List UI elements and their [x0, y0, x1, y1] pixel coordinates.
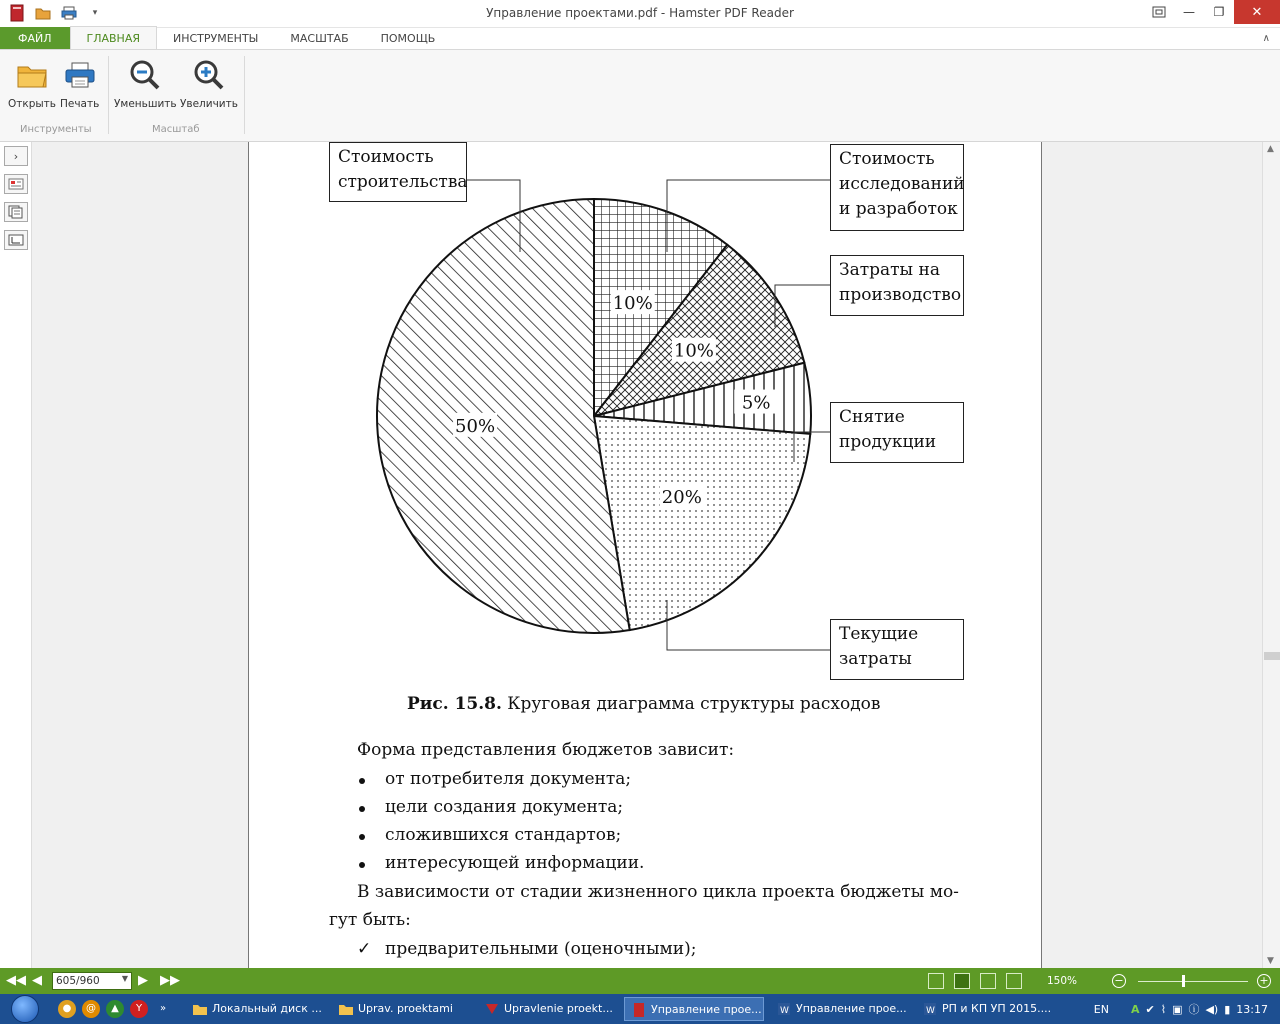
taskbar-item-label: Uprav. proektami	[358, 1002, 453, 1015]
window-title: Управление проектами.pdf - Hamster PDF Reader	[486, 6, 794, 20]
bullet-marker	[359, 806, 365, 812]
bookmarks-icon[interactable]	[4, 230, 28, 250]
caption-prefix: Рис. 15.8.	[407, 694, 502, 714]
tab-home[interactable]: ГЛАВНАЯ	[70, 26, 158, 49]
zoom-out-icon	[128, 58, 162, 92]
taskbar-item-label: Управление прое...	[651, 1003, 762, 1016]
label-construction: Стоимость строительства	[329, 142, 467, 202]
fullscreen-icon[interactable]	[1144, 0, 1174, 24]
taskbar-item-label: Upravlenie proekt...	[504, 1002, 613, 1015]
scroll-up-icon[interactable]: ▲	[1267, 144, 1274, 154]
pie-data-label: 10%	[612, 293, 653, 315]
chevron-down-icon[interactable]: ▼	[121, 974, 128, 983]
chrome-icon[interactable]: ●	[58, 1000, 76, 1018]
single-page-view-icon[interactable]	[928, 973, 944, 989]
tab-scale[interactable]: МАСШТАБ	[290, 31, 349, 45]
paragraph-line: гут быть:	[329, 910, 411, 930]
intro-text: Форма представления бюджетов зависит:	[357, 740, 735, 760]
zoom-in-label: Увеличить	[180, 98, 238, 110]
bullet-item: от потребителя документа;	[385, 769, 632, 789]
zoom-level[interactable]: 150%	[1047, 975, 1078, 987]
zoom-in-button[interactable]	[180, 58, 238, 110]
open-button[interactable]	[8, 58, 56, 110]
label-rnd: Стоимость исследований и разработок	[830, 144, 964, 231]
status-bar	[0, 968, 1280, 994]
window-controls	[1144, 0, 1280, 26]
bullet-marker	[359, 862, 365, 868]
page-number-field[interactable]	[52, 972, 132, 990]
collapse-ribbon-icon[interactable]: ∧	[1262, 33, 1270, 44]
close-button[interactable]: ✕	[1234, 0, 1280, 24]
flag-icon[interactable]: ▣	[1172, 1002, 1183, 1016]
caption-text: Круговая диаграмма структуры расходов	[501, 694, 881, 714]
word-icon	[922, 1001, 938, 1017]
quick-launch	[58, 1000, 172, 1018]
label-decommission: Снятие продукции	[830, 402, 964, 463]
network-icon[interactable]: ⌇	[1160, 1002, 1167, 1016]
customize-qat-icon[interactable]: ▾	[92, 8, 98, 18]
group-label-scale: Масштаб	[152, 124, 200, 135]
app-launcher-icon[interactable]: ▲	[106, 1000, 124, 1018]
group-separator	[108, 56, 109, 134]
side-panel	[0, 142, 32, 968]
folder-icon	[338, 1001, 354, 1017]
antivirus-icon[interactable]: A	[1130, 1002, 1140, 1016]
tab-file[interactable]: ФАЙЛ	[0, 27, 70, 49]
zoom-slider-knob[interactable]	[1182, 975, 1185, 987]
taskbar-item-active[interactable]	[624, 997, 764, 1021]
tab-help[interactable]: ПОМОЩЬ	[380, 31, 436, 45]
taskbar-item[interactable]	[916, 997, 1056, 1021]
pdf-page	[248, 142, 1042, 968]
maximize-button[interactable]: ❐	[1213, 5, 1225, 19]
pdf-icon	[484, 1001, 500, 1017]
taskbar-item[interactable]	[332, 997, 472, 1021]
figure-caption	[407, 694, 880, 714]
pie-data-label: 10%	[673, 340, 714, 362]
taskbar-item[interactable]	[770, 997, 910, 1021]
check-mark-icon: ✓	[357, 939, 372, 959]
ribbon	[0, 50, 1280, 142]
zoom-in-icon	[192, 58, 226, 92]
group-separator	[244, 56, 245, 134]
info-icon[interactable]: ⓘ	[1188, 1003, 1200, 1016]
svg-text:W: W	[926, 1006, 935, 1016]
label-production: Затраты на производство	[830, 255, 964, 316]
pie-slice	[594, 416, 810, 630]
system-tray	[1094, 994, 1280, 1024]
taskbar-item-label: Управление прое...	[796, 1002, 907, 1015]
expand-panel-icon[interactable]: ›	[4, 146, 28, 166]
view-mode-group	[928, 973, 1022, 989]
folder-icon	[15, 58, 49, 92]
taskbar-item-label: Локальный диск ...	[212, 1002, 322, 1015]
zoom-in-small-icon[interactable]: +	[1257, 974, 1271, 988]
bullet-item: сложившихся стандартов;	[385, 825, 622, 845]
pie-slice	[377, 199, 630, 633]
last-page-icon[interactable]: ▶▶	[160, 973, 180, 988]
next-page-icon[interactable]: ▶	[138, 973, 148, 988]
taskbar-item[interactable]	[478, 997, 618, 1021]
print-button[interactable]	[60, 58, 99, 110]
vertical-scrollbar[interactable]	[1262, 142, 1280, 968]
tab-tools[interactable]: ИНСТРУМЕНТЫ	[173, 31, 259, 45]
bullet-marker	[359, 834, 365, 840]
start-button[interactable]	[8, 994, 42, 1024]
prev-page-icon[interactable]: ◀	[32, 973, 42, 988]
title-bar	[0, 0, 1280, 28]
label-current: Текущие затраты	[830, 619, 964, 680]
folder-icon	[192, 1001, 208, 1017]
zoom-out-label: Уменьшить	[114, 98, 177, 110]
scroll-down-icon[interactable]: ▼	[1267, 956, 1274, 966]
zoom-out-button[interactable]	[114, 58, 177, 110]
two-page-view-icon[interactable]	[980, 973, 996, 989]
svg-text:W: W	[780, 1006, 789, 1016]
taskbar	[0, 994, 1280, 1024]
language-indicator[interactable]: EN	[1093, 1002, 1109, 1016]
yandex-browser-icon[interactable]: Y	[130, 1000, 148, 1018]
bullet-item: интересующей информации.	[385, 853, 645, 873]
minimize-button[interactable]: —	[1183, 5, 1195, 19]
volume-icon[interactable]: ◀)	[1205, 1002, 1219, 1016]
zoom-out-small-icon[interactable]: −	[1112, 974, 1126, 988]
check-item: предварительными (оценочными);	[385, 939, 697, 959]
taskbar-item-label: РП и КП УП 2015....	[942, 1002, 1052, 1015]
hamster-pdf-icon	[631, 1002, 647, 1018]
printer-icon	[63, 58, 97, 92]
mail-icon[interactable]: @	[82, 1000, 100, 1018]
thumbnails-icon[interactable]	[4, 174, 28, 194]
word-icon	[776, 1001, 792, 1017]
document-viewport[interactable]	[32, 142, 1262, 968]
windows-icon	[11, 995, 39, 1023]
more-chevron-icon[interactable]: »	[159, 1003, 167, 1014]
bullet-marker	[359, 778, 365, 784]
two-page-continuous-view-icon[interactable]	[1006, 973, 1022, 989]
power-icon[interactable]: ▮	[1224, 1002, 1231, 1016]
taskbar-item[interactable]	[186, 997, 326, 1021]
print-label: Печать	[60, 98, 100, 110]
pie-data-label: 50%	[455, 415, 496, 437]
open-label: Открыть	[8, 98, 56, 110]
page-number-value: 605/960	[56, 975, 100, 987]
pie-data-label: 20%	[661, 486, 702, 508]
ribbon-tabs	[0, 28, 1280, 50]
pie-data-label: 5%	[741, 392, 771, 414]
scrollbar-thumb[interactable]	[1264, 652, 1280, 660]
pages-icon[interactable]	[4, 202, 28, 222]
clock[interactable]: 13:17	[1236, 1002, 1268, 1016]
group-label-tools: Инструменты	[20, 124, 92, 135]
bullet-item: цели создания документа;	[385, 797, 624, 817]
continuous-view-icon[interactable]	[954, 973, 970, 989]
paragraph-line: В зависимости от стадии жизненного цикла проекта бюджеты мо-	[357, 882, 959, 902]
first-page-icon[interactable]: ◀◀	[6, 973, 26, 988]
check-icon[interactable]: ✔	[1145, 1002, 1155, 1016]
zoom-slider[interactable]	[1138, 981, 1248, 982]
